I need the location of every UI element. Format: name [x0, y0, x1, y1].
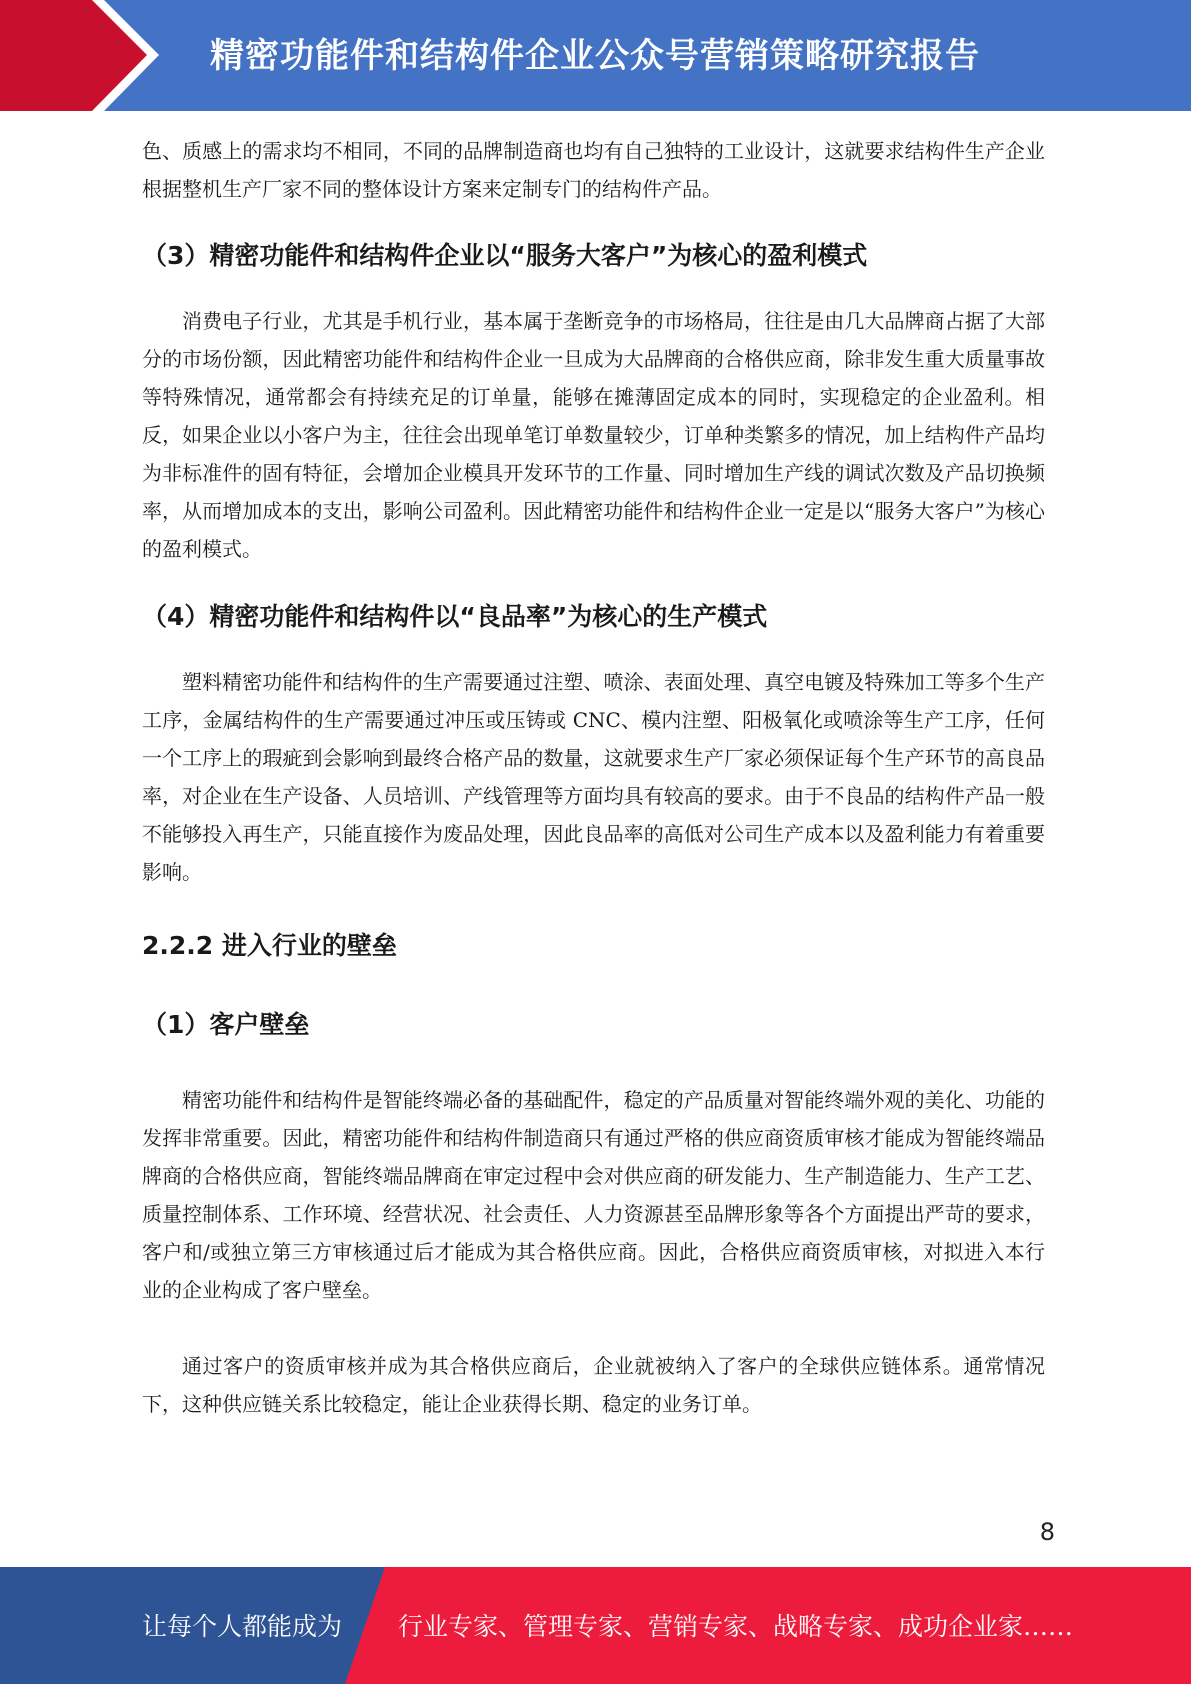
body-paragraph: 消费电子行业，尤其是手机行业，基本属于垄断竞争的市场格局，往往是由几大品牌商占据了大部分的市场份额，因此精密功能件和结构件企业一旦成为大品牌商的合格供应商，除非发生重大质量事故等特殊情况，通常都会有持续充足的订单量，能够在摊薄固定成本的同时，实现稳定的企业盈利。相反，如果企业以小客户为主，往往会出现单笔订单数量较少，订单种类繁多的情况，加上结构件产品均为非标准件的固有特征，会增加企业模具开发环节的工作量、同时增加生产线的调试次数及产品切换频率，从而增加成本的支出，影响公司盈利。因此精密功能件和结构件企业一定是以“服务大客户”为核心的盈利模式。 — [142, 309, 1045, 561]
footer-slogan-left: 让每个人都能成为 — [142, 1612, 343, 1641]
footer-slogan-right: 行业专家、管理专家、营销专家、战略专家、成功企业家…… — [398, 1612, 1074, 1641]
report-title: 精密功能件和结构件企业公众号营销策略研究报告 — [210, 36, 980, 76]
subsection-heading-2-2-2: 2.2.2 进入行业的壁垒 — [142, 931, 397, 960]
section-heading-1: （1）客户壁垒 — [142, 1010, 310, 1039]
page-footer — [0, 1567, 1191, 1684]
page-body — [142, 132, 1045, 1423]
body-paragraph: 色、质感上的需求均不相同，不同的品牌制造商也均有自己独特的工业设计，这就要求结构件生产企业根据整机生产厂家不同的整体设计方案来定制专门的结构件产品。 — [142, 139, 1045, 201]
body-paragraph: 塑料精密功能件和结构件的生产需要通过注塑、喷涂、表面处理、真空电镀及特殊加工等多个生产工序，金属结构件的生产需要通过冲压或压铸或 CNC、模内注塑、阳极氧化或喷涂等生产工序，任何一个工序上的瑕疵到会影响到最终合格产品的数量，这就要求生产厂家必须保证每个生产环节的高良品率，对企业在生产设备、人员培训、产线管理等方面均具有较高的要求。由于不良品的结构件产品一般不能够投入再生产，只能直接作为废品处理，因此良品率的高低对公司生产成本以及盈利能力有着重要影响。 — [142, 670, 1045, 884]
page-number: 8 — [1039, 1518, 1055, 1546]
body-paragraph: 精密功能件和结构件是智能终端必备的基础配件，稳定的产品质量对智能终端外观的美化、功能的发挥非常重要。因此，精密功能件和结构件制造商只有通过严格的供应商资质审核才能成为智能终端品牌商的合格供应商，智能终端品牌商在审定过程中会对供应商的研发能力、生产制造能力、生产工艺、质量控制体系、工作环境、经营状况、社会责任、人力资源甚至品牌形象等各个方面提出严苛的要求，客户和/或独立第三方审核通过后才能成为其合格供应商。因此，合格供应商资质审核，对拟进入本行业的企业构成了客户壁垒。 — [142, 1088, 1045, 1302]
section-heading-4: （4）精密功能件和结构件以“良品率”为核心的生产模式 — [142, 602, 768, 631]
body-paragraph: 通过客户的资质审核并成为其合格供应商后，企业就被纳入了客户的全球供应链体系。通常情况下，这种供应链关系比较稳定，能让企业获得长期、稳定的业务订单。 — [142, 1354, 1045, 1416]
page-header — [0, 0, 1191, 111]
section-heading-3: （3）精密功能件和结构件企业以“服务大客户”为核心的盈利模式 — [142, 241, 868, 270]
